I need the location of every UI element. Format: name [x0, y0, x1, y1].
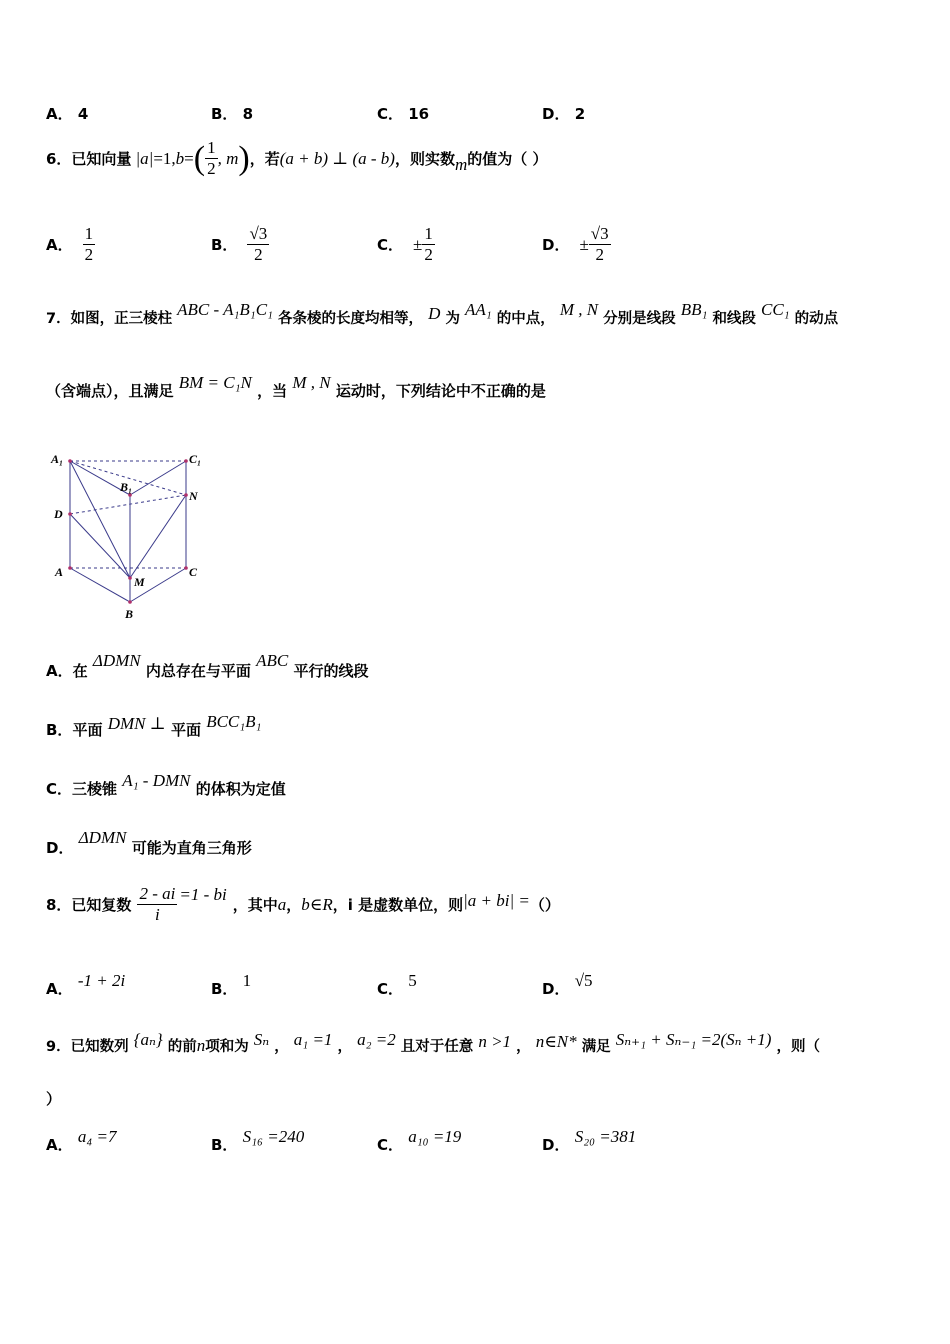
label-b1: B₁ [120, 480, 133, 494]
q9-option-b: B． S₁₆ =240 [211, 1127, 305, 1154]
q5-option-a: A． 4 [46, 105, 89, 123]
q9-option-c: C． a₁₀ =19 [377, 1127, 462, 1154]
q6-stem: 6．已知向量 |a| =1, b = ( $\frac{1}{2}$ , m ) ，若 (a + b) ⊥ (a - b) ，则实数 m 的值为（ ） [46, 138, 548, 178]
q6-option-d: D． ± $\frac{√3}{2}$ [542, 224, 609, 264]
prism-figure [46, 448, 216, 628]
q9-stem-line2: ） [46, 1090, 62, 1108]
label-c1: C₁ [189, 452, 202, 466]
q8-stem: 8．已知复数 $\frac{2 - ai}{i}$ =1 - bi ，其中 a ， b∈R ，i 是虚数单位，则 |a + bi| = （） [46, 884, 560, 924]
q6-option-c: C． ± $\frac{1}{2}$ [377, 224, 433, 264]
q7-option-b: B．平面 DMN ⊥ 平面 BCC₁B₁ [46, 712, 262, 739]
q8-option-a: A． -1 + 2i [46, 971, 126, 998]
label-a1: A₁ [51, 452, 64, 466]
q6-option-a: A． $\frac{1}{2}$ [46, 224, 94, 264]
q7-option-c: C．三棱锥 A₁ - DMN 的体积为定值 [46, 771, 286, 798]
q7-option-a: A．在 ΔDMN 内总存在与平面 ABC 平行的线段 [46, 651, 369, 680]
q7-stem-line2: （含端点），且满足 BM = C₁N ，当 M , N 运动时，下列结论中不正确的是 [46, 373, 546, 400]
label-a: A [55, 565, 64, 579]
q9-option-a: A． a₄ =7 [46, 1127, 117, 1154]
label-m: M [134, 575, 145, 589]
q7-stem-line1: 7．如图，正三棱柱 ABC - A₁B₁C₁ 各条棱的长度均相等， D 为 AA₁ 的中点， M , N 分别是线段 BB₁ 和线段 CC₁ 的动点 [46, 300, 839, 327]
prism-diagram [46, 448, 216, 628]
q5-option-c: C． 16 [377, 105, 430, 123]
q5-option-b: B． 8 [211, 105, 254, 123]
q5-option-d: D． 2 [542, 105, 586, 123]
label-c: C [189, 565, 198, 579]
q8-option-d: D． √5 [542, 971, 593, 998]
q9-stem-line1: 9．已知数列 {aₙ} 的前n项和为 Sₙ ， a₁ =1 ， a₂ =2 且对于任意 n >1 ， n∈N* 满足 Sₙ₊₁ + Sₙ₋₁ =2(Sₙ +1) ，则（ [46, 1030, 820, 1055]
q9-option-d: D． S₂₀ =381 [542, 1127, 637, 1154]
q8-option-b: B． 1 [211, 971, 252, 998]
label-b: B [125, 607, 134, 621]
label-n: N [189, 489, 198, 503]
label-d: D [54, 507, 63, 521]
q7-option-d: D． ΔDMN 可能为直角三角形 [46, 828, 252, 857]
q8-option-c: C． 5 [377, 971, 417, 998]
q6-option-b: B． $\frac{√3}{2}$ [211, 224, 268, 264]
